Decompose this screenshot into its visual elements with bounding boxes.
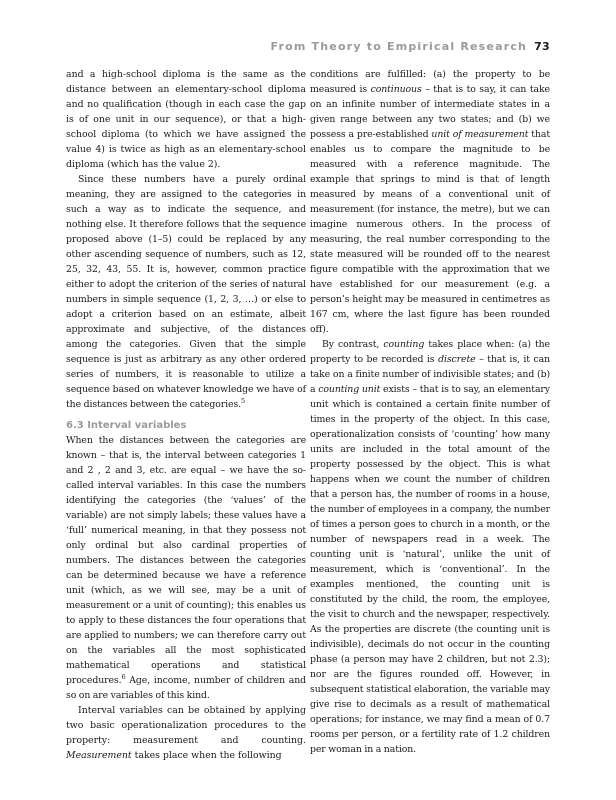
paragraph-text: conditions are fulfilled: (a) the property to be measured is [310, 69, 550, 95]
footnote-marker: 5 [241, 396, 246, 405]
paragraph-text: Interval variables can be obtained by applying two basic operationalization procedures to the property: measurement and counting. [66, 705, 306, 746]
paragraph-text: – that is to say, it can take on an infinite number of intermediate states in a given range between any two states; and (b) we possess a pre-established [310, 84, 550, 140]
emphasis-term: continuous [370, 84, 422, 95]
right-column [310, 67, 550, 757]
paragraph-text: exists – that is to say, an elementary unit which is contained a certain finite number of times in the property of the object. In this case, operationalization consists of ‘counting’ how many units are included in the total amount of the property possessed by the object. This is what happens when we count the number of children that a person has, the number of rooms in a house, the number of employees in a company, the number of times a person goes to church in a month, or the number of newspapers read in a week. The counting unit is ‘natural’, unlike the unit of measurement, which is ‘conventional’. In the examples mentioned, the counting unit is constituted by the child, the room, the employee, the visit to church and the newspaper, respectively. As the properties are discrete (the counting unit is indivisible), decimals do not occur in the counting phase (a person may have 2 children, but not 2.3); nor are the figures rounded off. However, in subsequent statistical elaboration, the variable may give rise to decimals as a result of mathematical operations; for instance, we may find a mean of 0.7 rooms per person, or a fertility rate of 1.2 children per woman in a nation. [310, 384, 550, 755]
footnote-marker: 6 [121, 672, 126, 681]
paragraph-text: Since these numbers have a purely ordinal meaning, they are assigned to the categories in such a way as to indicate the sequence, and nothing else. It therefore follows that the sequence proposed above (1–5) could be replaced by any other ascending sequence of numbers, such as 12, 25, 32, 43, 55. It is, however, common practice either to adopt the criterion of the series of natural numbers in simple sequence (1, 2, 3, …) or else to adopt a criterion based on an estimate, albeit approximate and subjective, of the distances among the categories. Given that the simple sequence is just as arbitrary as any other ordered series of numbers, it is reasonable to utilize a sequence based on whatever knowledge we have of the distances between the categories. [66, 174, 306, 410]
paragraph-ordinal-numbers [66, 172, 306, 412]
paragraph-text: takes place when: (a) the property to be recorded is [310, 339, 550, 365]
paragraph-text: that enables us to compare the magnitude to be measured with a reference magnitude. The example that springs to mind is that of length measured by means of a conventional unit of measurement (for instance, the metre), but we can imagine numerous others. In the process of measuring, the real number corresponding to the state measured will be rounded off to the nearest figure compatible with the approximation that we have established for our measurement (e.g. a person’s height may be measured in centimetres as 167 cm, where the last figure has been rounded off). [310, 129, 550, 335]
emphasis-term: Measurement [66, 750, 132, 761]
page-number: 73 [534, 40, 550, 53]
emphasis-term: discrete [438, 354, 476, 365]
paragraph-operationalization [66, 703, 306, 763]
paragraph-continued: and a high-school diploma is the same as the distance between an elementary-school diploma and no qualification (though in each case the gap is of one unit in our sequence), or that a high-school diploma (to which we have assigned the value 4) is twice as high as an elementary-school diploma (which has the value 2). [66, 69, 306, 170]
emphasis-term: counting unit [318, 384, 381, 395]
paragraph-text: takes place when the following [134, 750, 282, 761]
emphasis-term: counting [383, 339, 425, 350]
emphasis-term: unit of measurement [431, 129, 529, 140]
paragraph-text: – that is, it can take on a finite number of indivisible states; and (b) a [310, 354, 551, 395]
running-head-title: From Theory to Empirical Research [270, 40, 528, 53]
running-head [270, 40, 550, 53]
paragraph-interval-variables [66, 433, 306, 703]
paragraph-text: When the distances between the categories are known – that is, the interval between categories 1 and 2 , 2 and 3, etc. are equal – we have the so-called interval variables. In this case the numbers identifying the categories (the ‘values’ of the variable) are not simply labels; these values have a ‘full’ numerical meaning, in that they possess not only ordinal but also cardinal properties of numbers. The distances between the categories can be determined because we have a reference unit (which, as we will see, may be a unit of measurement or a unit of counting); this enables us to apply to these distances the four operations that are applied to numbers; we can therefore carry out on the variables all the most sophisticated mathematical operations and statistical procedures. [66, 435, 306, 686]
paragraph-counting [310, 337, 550, 757]
paragraph-measurement [310, 67, 550, 337]
paragraph-text: By contrast, [322, 339, 380, 350]
left-column [66, 67, 306, 763]
section-heading: 6.3 Interval variables [66, 420, 187, 431]
paragraph-text: Age, income, number of children and so on are variables of this kind. [66, 675, 306, 701]
